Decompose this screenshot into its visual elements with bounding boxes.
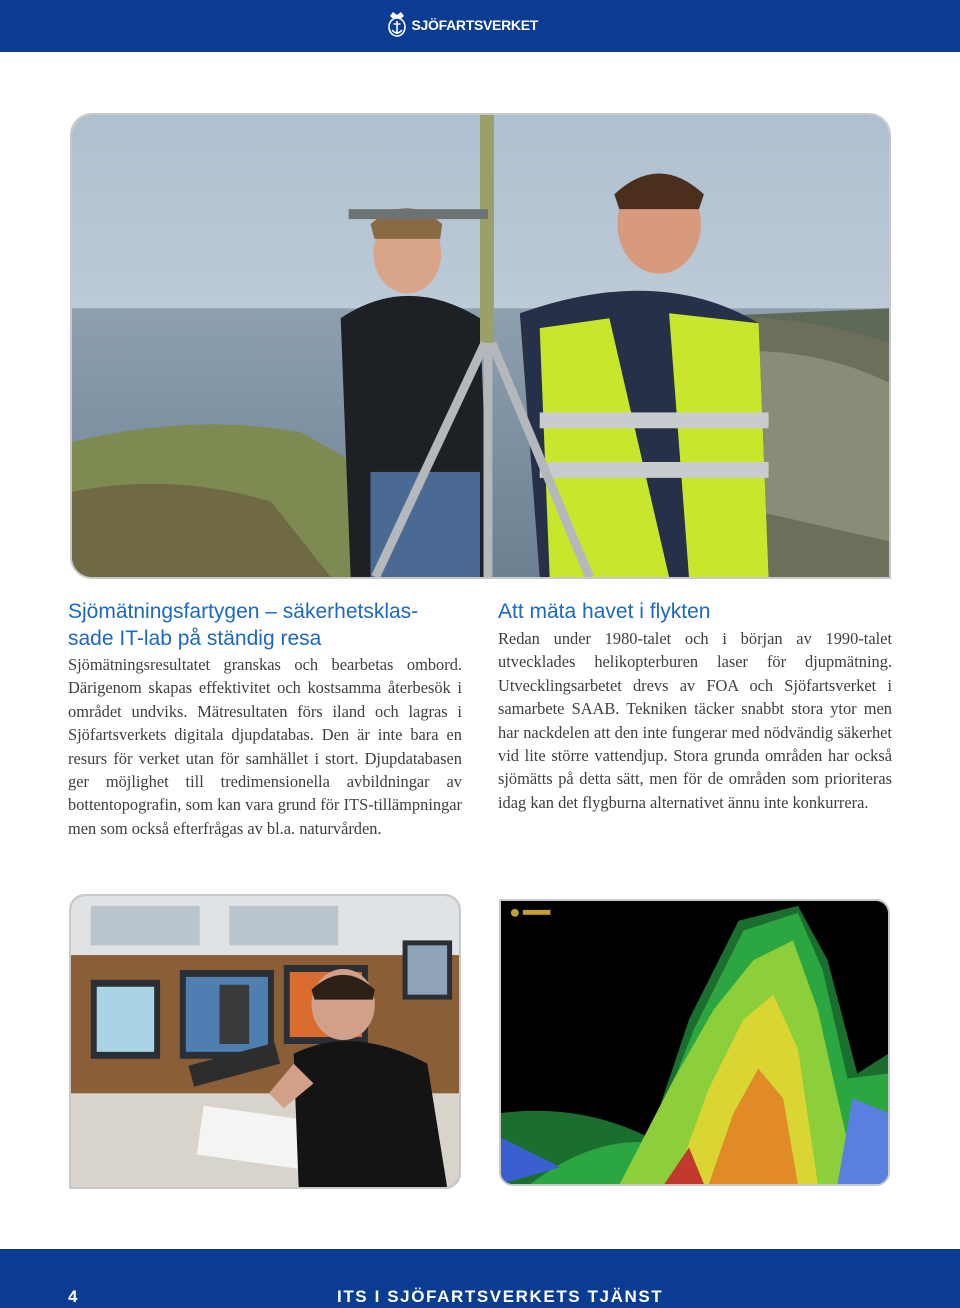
logo-text: SJÖFARTSVERKET [411, 17, 538, 33]
right-article-heading: Att mäta havet i flykten [498, 600, 711, 623]
right-article-body: Redan under 1980-talet och i början av 1990-talet utvecklades helikopterburen laser för djupmätning. Utvecklingsarbetet drevs av FOA och Sjöfartsverket i samarbete SAAB. Tekniken täcker snabbt stora ytor men har nackdelen att den inte fungerar med nödvändig säkerhet vid lite större vattendjup. Stora grunda områden har också sjömätts på detta sätt, men för de områden som prioriteras idag kan det flygburna alternativet ännu inte konkurrera. [498, 629, 892, 812]
survey-team-photo [70, 113, 891, 579]
left-article-heading: Sjömätningsfartygen – säkerhetsklas-sade IT-lab på ständig resa [68, 600, 419, 650]
sjofartsverket-logo [386, 9, 539, 41]
page-number: 4 [68, 1287, 78, 1306]
right-article [498, 598, 892, 814]
top-bar [0, 0, 960, 52]
seabed-3d-visualization [499, 899, 890, 1186]
footer-title: ITS I SJÖFARTSVERKETS TJÄNST [337, 1287, 664, 1306]
left-article [68, 598, 462, 840]
left-article-body: Sjömätningsresultatet granskas och bearbetas ombord. Därigenom skapas effektivitet och kostsamma återbesök i området undviks. Mätresultaten förs iland och lagras i Sjöfartsverkets digitala djupdatabas. Den är inte bara en resurs för verket utan för samhället i stort. Djupdatabasen ger möjlighet till tredimensionella avbildningar av bottentopografin, som kan vara grund för ITS-tillämpningar men som också efterfrågas av bl.a. naturvården. [68, 655, 462, 838]
workstation-photo [69, 894, 461, 1189]
crown-anchor-icon [386, 10, 408, 40]
footer-bar [0, 1249, 960, 1308]
